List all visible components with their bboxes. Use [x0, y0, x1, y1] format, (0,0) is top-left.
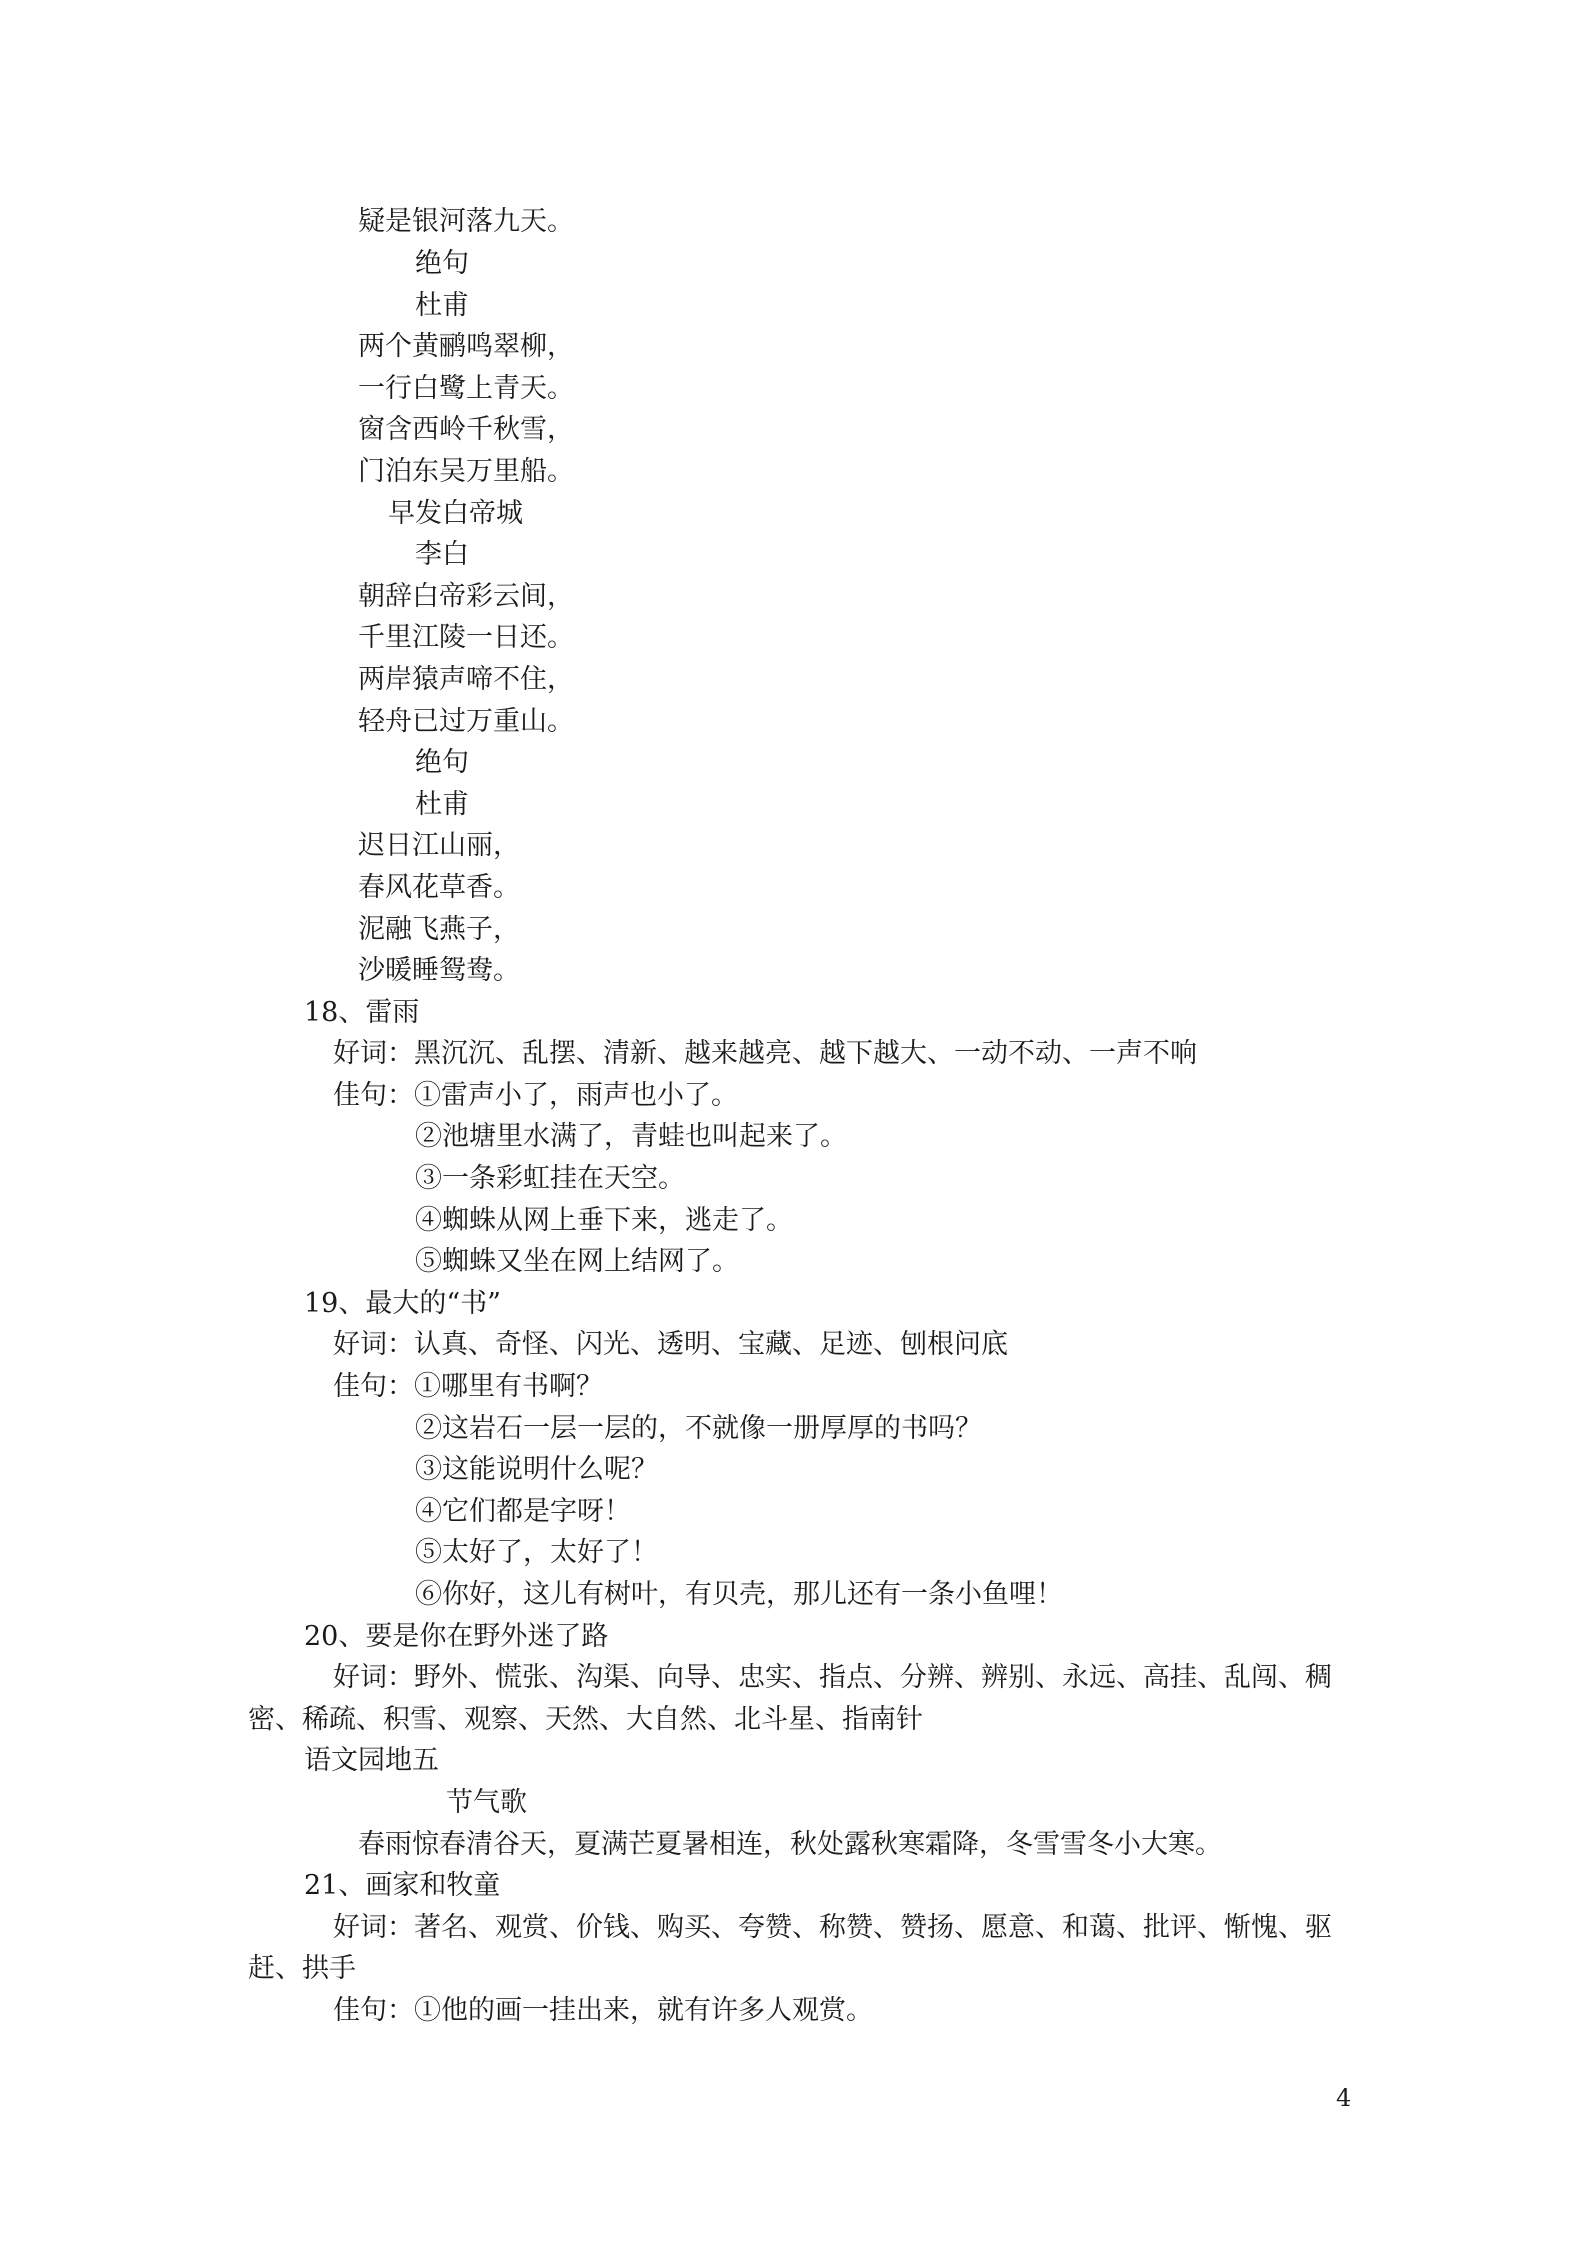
good-words-continued: 赶、拱手	[248, 1953, 356, 1984]
poem-line: 沙暖睡鸳鸯。	[358, 955, 520, 986]
poem-line: 千里江陵一日还。	[358, 622, 574, 653]
poem-line: 轻舟已过万重山。	[358, 706, 574, 737]
sentence: ④它们都是字呀！	[415, 1496, 631, 1527]
poem-line: 两岸猿声啼不住，	[358, 664, 574, 695]
poem-author: 李白	[415, 539, 469, 570]
unit-heading: 语文园地五	[304, 1745, 439, 1776]
good-words-continued: 密、稀疏、积雪、观察、天然、大自然、北斗星、指南针	[248, 1704, 923, 1735]
poem-line: 一行白鹭上青天。	[358, 373, 574, 404]
sentence: ③这能说明什么呢？	[415, 1454, 658, 1485]
poem-line: 春风花草香。	[358, 872, 520, 903]
good-words: 好词：著名、观赏、价钱、购买、夸赞、称赞、赞扬、愿意、和蔼、批评、惭愧、驱	[333, 1912, 1332, 1943]
poem-title: 绝句	[415, 747, 469, 778]
good-sentences: 佳句：①雷声小了，雨声也小了。	[333, 1080, 738, 1111]
poem-title: 绝句	[415, 248, 469, 279]
sentence: ②池塘里水满了，青蛙也叫起来了。	[415, 1121, 847, 1152]
lesson-heading: 19、最大的“书”	[304, 1288, 501, 1319]
song-title: 节气歌	[446, 1787, 527, 1818]
sentence: ②这岩石一层一层的，不就像一册厚厚的书吗？	[415, 1413, 982, 1444]
poem-title: 早发白帝城	[388, 498, 523, 529]
poem-line: 朝辞白帝彩云间，	[358, 581, 574, 612]
sentence: ⑤蜘蛛又坐在网上结网了。	[415, 1246, 739, 1277]
poem-author: 杜甫	[415, 290, 469, 321]
good-sentences: 佳句：①哪里有书啊？	[333, 1371, 603, 1402]
sentence: ⑤太好了，太好了！	[415, 1537, 658, 1568]
poem-line: 疑是银河落九天。	[358, 206, 574, 237]
page-number: 4	[1336, 2084, 1352, 2112]
good-words: 好词：黑沉沉、乱摆、清新、越来越亮、越下越大、一动不动、一声不响	[333, 1038, 1197, 1069]
good-sentences: 佳句：①他的画一挂出来，就有许多人观赏。	[333, 1995, 873, 2026]
sentence: ⑥你好，这儿有树叶，有贝壳，那儿还有一条小鱼哩！	[415, 1579, 1063, 1610]
poem-line: 泥融飞燕子，	[358, 914, 520, 945]
poem-line: 两个黄鹂鸣翠柳，	[358, 331, 574, 362]
lesson-heading: 20、要是你在野外迷了路	[304, 1621, 609, 1652]
poem-author: 杜甫	[415, 789, 469, 820]
lesson-heading: 18、雷雨	[304, 997, 420, 1028]
good-words: 好词：认真、奇怪、闪光、透明、宝藏、足迹、刨根问底	[333, 1329, 1008, 1360]
sentence: ③一条彩虹挂在天空。	[415, 1163, 685, 1194]
sentence: ④蜘蛛从网上垂下来，逃走了。	[415, 1205, 793, 1236]
song-text: 春雨惊春清谷天，夏满芒夏暑相连，秋处露秋寒霜降，冬雪雪冬小大寒。	[358, 1829, 1222, 1860]
poem-line: 窗含西岭千秋雪，	[358, 414, 574, 445]
lesson-heading: 21、画家和牧童	[304, 1870, 501, 1901]
poem-line: 门泊东吴万里船。	[358, 456, 574, 487]
poem-line: 迟日江山丽，	[358, 830, 520, 861]
good-words: 好词：野外、慌张、沟渠、向导、忠实、指点、分辨、辨别、永远、高挂、乱闯、稠	[333, 1662, 1332, 1693]
